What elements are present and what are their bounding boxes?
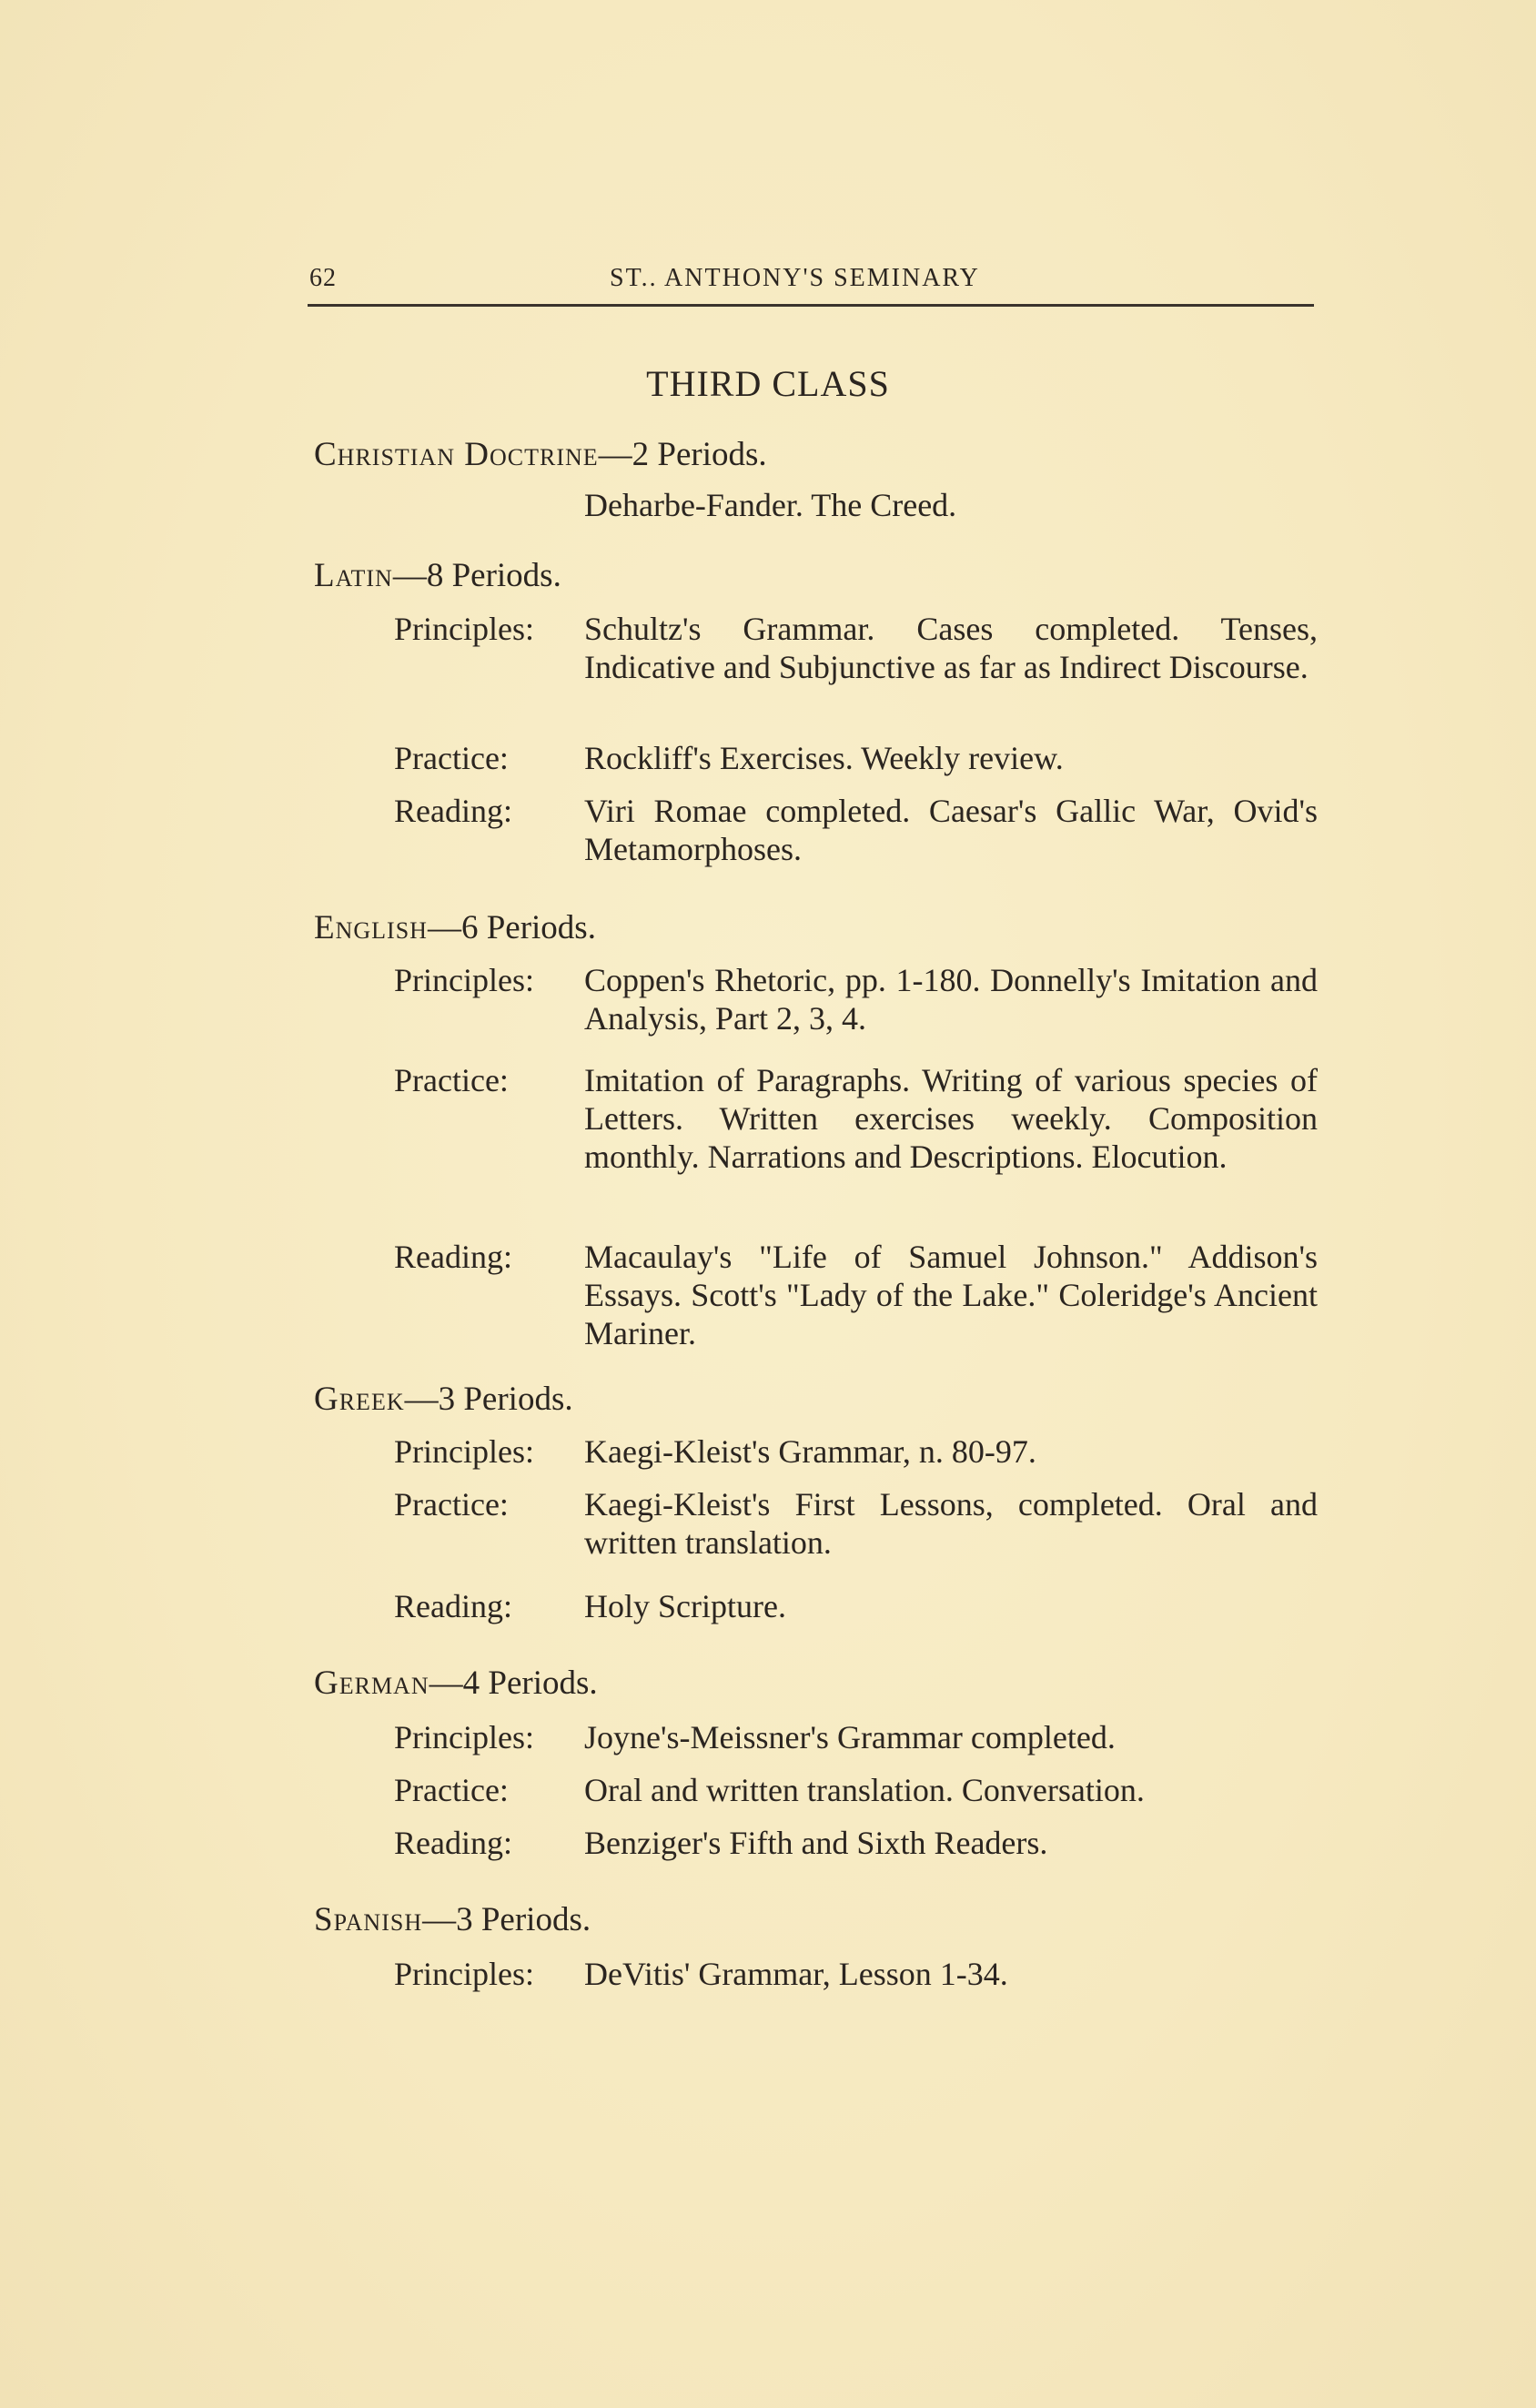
line-label: Principles:	[394, 1956, 534, 1992]
line-label: Reading:	[394, 1239, 512, 1275]
line-label: Practice:	[394, 740, 509, 776]
subject-heading-greek	[314, 1380, 573, 1419]
subject-periods: —3 Periods.	[404, 1381, 573, 1418]
line-text: Schultz's Grammar. Cases completed. Tenses, Indicative and Subjunctive as far as Indirect Discourse.	[584, 611, 1318, 685]
line-text: DeVitis' Grammar, Lesson 1-34.	[584, 1956, 1008, 1992]
subject-heading-spanish	[314, 1900, 591, 1939]
line-text: Holy Scripture.	[584, 1588, 786, 1624]
line-text: Viri Romae completed. Caesar's Gallic War, Ovid's Metamorphoses.	[584, 793, 1318, 867]
line-text: Imitation of Paragraphs. Writing of various species of Letters. Written exercises weekly. Composition monthly. Narrations and Descriptions. Elocution.	[584, 1062, 1318, 1175]
line-label: Practice:	[394, 1772, 509, 1808]
line-label: Principles:	[394, 611, 534, 647]
line-text: Benziger's Fifth and Sixth Readers.	[584, 1825, 1048, 1861]
subject-name: English	[314, 909, 428, 946]
subject-periods: —2 Periods.	[598, 436, 767, 473]
line-label: Reading:	[394, 793, 512, 829]
line-text: Deharbe-Fander. The Creed.	[584, 487, 957, 523]
line-text: Kaegi-Kleist's First Lessons, completed. Oral and written translation.	[584, 1486, 1318, 1561]
subject-periods: —6 Periods.	[427, 909, 596, 946]
header-rule	[308, 304, 1314, 307]
line-text: Joyne's-Meissner's Grammar completed.	[584, 1719, 1116, 1755]
subject-name: Spanish	[314, 1901, 423, 1938]
subject-name: Latin	[314, 557, 393, 594]
line-label: Principles:	[394, 962, 534, 998]
line-text: Oral and written translation. Conversation.	[584, 1772, 1145, 1808]
running-head: ST.. ANTHONY'S SEMINARY	[610, 264, 980, 292]
subject-periods: —3 Periods.	[422, 1901, 591, 1938]
line-label: Principles:	[394, 1719, 534, 1755]
line-text: Kaegi-Kleist's Grammar, n. 80-97.	[584, 1433, 1036, 1470]
section-title: THIRD CLASS	[646, 363, 890, 404]
page-number: 62	[309, 264, 337, 292]
page-header	[309, 264, 1310, 300]
line-label: Practice:	[394, 1062, 509, 1098]
subject-heading-christian-doctrine	[314, 435, 767, 474]
subject-name: Christian Doctrine	[314, 436, 599, 473]
subject-heading-latin	[314, 556, 561, 595]
line-label: Reading:	[394, 1825, 512, 1861]
line-text: Rockliff's Exercises. Weekly review.	[584, 740, 1064, 776]
subject-heading-german	[314, 1664, 598, 1703]
subject-heading-english	[314, 908, 596, 947]
line-label: Reading:	[394, 1588, 512, 1624]
subject-name: German	[314, 1664, 429, 1702]
subject-name: Greek	[314, 1381, 405, 1418]
subject-periods: —4 Periods.	[429, 1664, 598, 1702]
line-text: Macaulay's "Life of Samuel Johnson." Addison's Essays. Scott's "Lady of the Lake." Coleridge's Ancient Mariner.	[584, 1239, 1318, 1351]
line-label: Practice:	[394, 1486, 509, 1523]
line-text: Coppen's Rhetoric, pp. 1-180. Donnelly's Imitation and Analysis, Part 2, 3, 4.	[584, 962, 1318, 1037]
line-label: Principles:	[394, 1433, 534, 1470]
subject-periods: —8 Periods.	[392, 557, 561, 594]
